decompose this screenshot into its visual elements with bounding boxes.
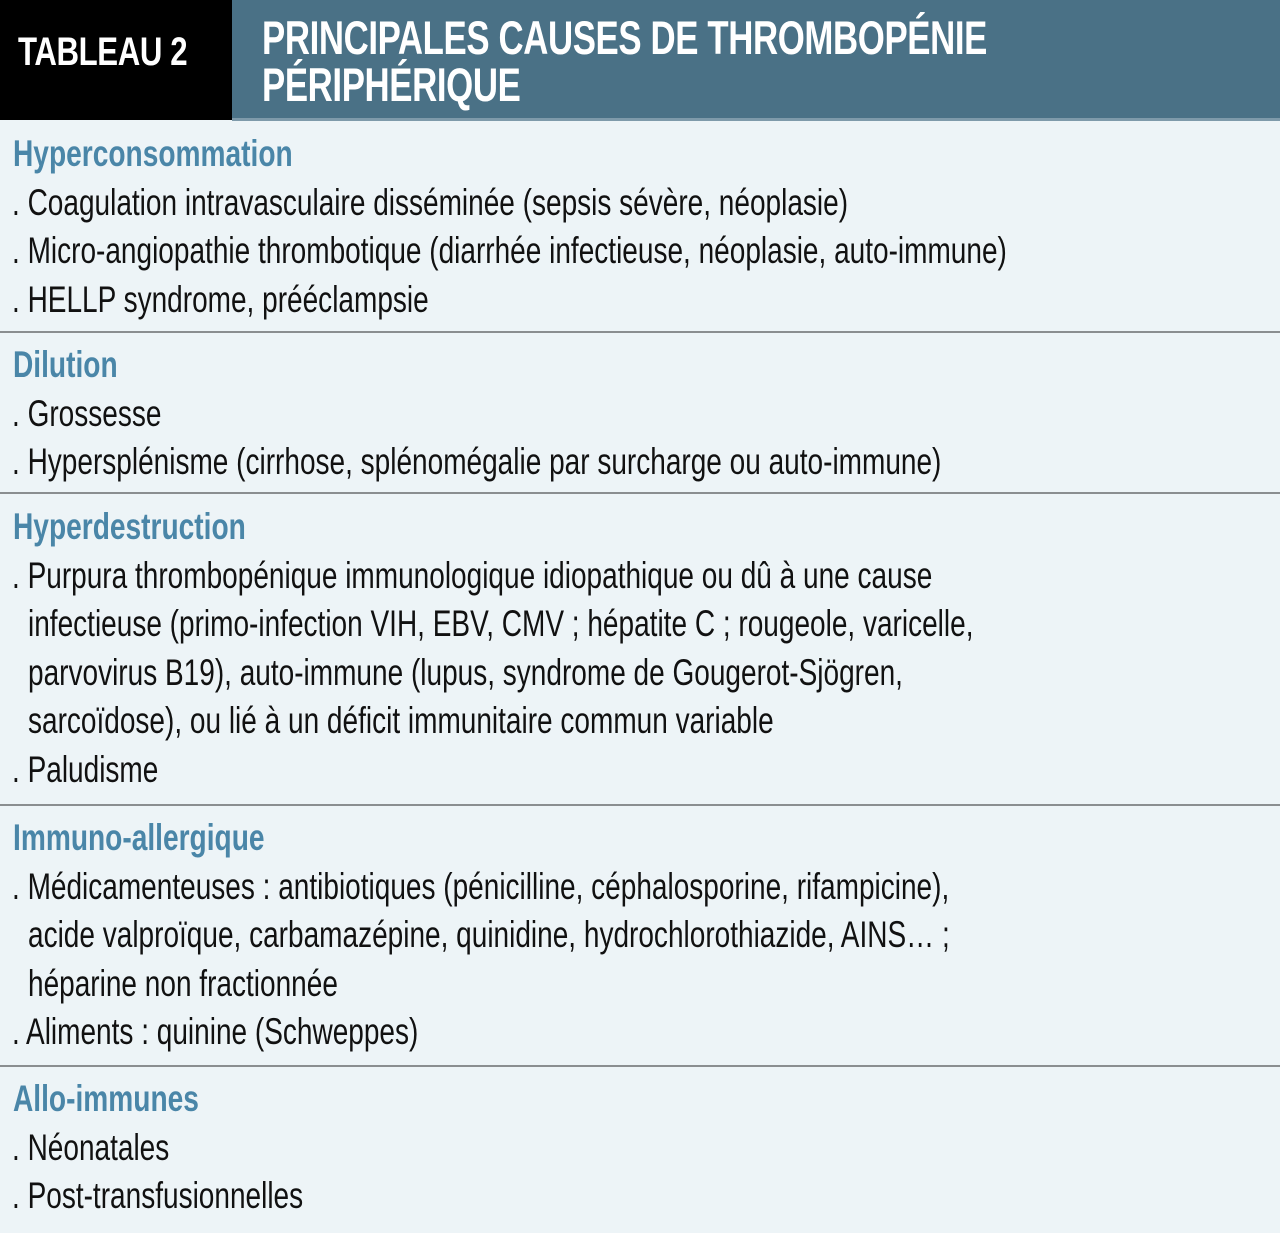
list-item: . Micro-angiopathie thrombotique (diarrhée infectieuse, néoplasie, auto-immune) bbox=[12, 230, 1007, 271]
section-title: Allo-immunes bbox=[13, 1078, 199, 1119]
list-item-continuation: parvovirus B19), auto-immune (lupus, syndrome de Gougerot-Sjögren, bbox=[28, 652, 903, 693]
list-item-continuation: héparine non fractionnée bbox=[28, 963, 338, 1004]
list-item: . Coagulation intravasculaire disséminée (sepsis sévère, néoplasie) bbox=[12, 182, 849, 223]
list-item-continuation: acide valproïque, carbamazépine, quinidine, hydrochlorothiazide, AINS… ; bbox=[28, 914, 950, 955]
section-divider bbox=[0, 1065, 1280, 1067]
section-title: Immuno-allergique bbox=[13, 817, 265, 858]
list-item: . HELLP syndrome, prééclampsie bbox=[12, 279, 429, 320]
table-title-line-1: PRINCIPALES CAUSES DE THROMBOPÉNIE bbox=[262, 11, 987, 64]
table-title bbox=[262, 11, 987, 111]
section-title: Hyperconsommation bbox=[13, 133, 293, 174]
list-item: . Post-transfusionnelles bbox=[12, 1175, 304, 1216]
header-rule bbox=[232, 118, 1280, 121]
section-divider bbox=[0, 331, 1280, 333]
table-number: TABLEAU 2 bbox=[18, 30, 188, 74]
section-divider bbox=[0, 492, 1280, 494]
section-divider bbox=[0, 804, 1280, 806]
list-item: . Aliments : quinine (Schweppes) bbox=[12, 1011, 419, 1052]
table-number-badge bbox=[0, 0, 232, 120]
list-item: . Néonatales bbox=[12, 1127, 170, 1168]
list-item: . Médicamenteuses : antibiotiques (pénicilline, céphalosporine, rifampicine), bbox=[12, 866, 950, 907]
list-item: . Grossesse bbox=[12, 393, 162, 434]
list-item-continuation: sarcoïdose), ou lié à un déficit immunitaire commun variable bbox=[28, 700, 774, 741]
section-title: Hyperdestruction bbox=[13, 506, 246, 547]
table-title-line-2: PÉRIPHÉRIQUE bbox=[262, 58, 521, 111]
list-item: . Purpura thrombopénique immunologique idiopathique ou dû à une cause bbox=[12, 555, 933, 596]
list-item: . Paludisme bbox=[12, 749, 159, 790]
list-item-continuation: infectieuse (primo-infection VIH, EBV, CMV ; hépatite C ; rougeole, varicelle, bbox=[28, 603, 974, 644]
table-header bbox=[0, 0, 1280, 120]
section-title: Dilution bbox=[13, 344, 118, 385]
list-item: . Hypersplénisme (cirrhose, splénomégalie par surcharge ou auto-immune) bbox=[12, 441, 942, 482]
